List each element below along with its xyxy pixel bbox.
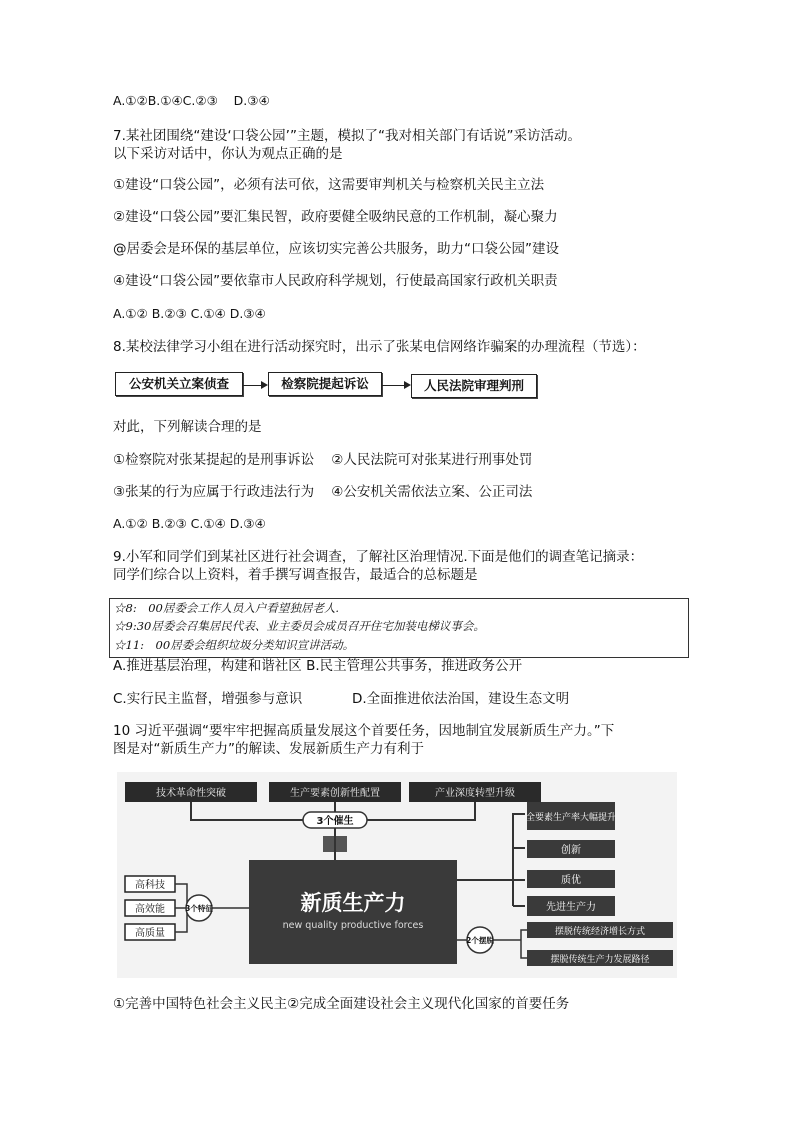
bottom-badge-label: 2个摆脱 xyxy=(466,936,494,945)
right-box-1-label: 全要素生产率大幅提升 xyxy=(525,813,617,823)
q7-options: A.①② B.②③ C.①④ D.③④ xyxy=(113,306,266,321)
top-box-3-label: 产业深度转型升级 xyxy=(435,788,515,799)
flow-arrow-2 xyxy=(381,385,409,386)
survey-notes-box xyxy=(109,598,689,658)
survey-note-1: ☆8: 00居委会工作人员入户看望独居老人. xyxy=(114,601,339,615)
q9-stem-line-2: 同学们综合以上资料，着手撰写调查报告，最适合的总标题是 xyxy=(113,567,478,583)
q10-stem-line-2: 图是对“新质生产力”的解读、发展新质生产力有利于 xyxy=(113,741,424,757)
bottom-box-2-label: 摆脱传统生产力发展路径 xyxy=(550,955,650,965)
flow-step-court: 人民法院审理判刑 xyxy=(411,374,537,398)
q10-stem-line-1: 10 习近平强调“要牢牢把握高质量发展这个首要任务，因地制宜发展新质生产力。”下 xyxy=(113,723,615,739)
q8-options: A.①② B.②③ C.①④ D.③④ xyxy=(113,516,266,531)
q7-item-1: ①建设“口袋公园”，必须有法可依，这需要审判机关与检察机关民主立法 xyxy=(113,177,545,193)
left-box-2-label: 高效能 xyxy=(135,904,165,915)
top-box-2-label: 生产要素创新性配置 xyxy=(290,788,380,799)
left-badge-label: 3个特征 xyxy=(185,904,213,913)
survey-note-3: ☆11: 00居委会组织垃圾分类知识宣讲活动。 xyxy=(114,638,355,652)
q8-items-row-2: ③张某的行为应属于行政违法行为 ④公安机关需依法立案、公正司法 xyxy=(113,484,533,500)
left-box-1-label: 高科技 xyxy=(135,880,165,891)
q7-stem-line-2: 以下采访对话中，你认为观点正确的是 xyxy=(113,146,343,162)
center-title: 新质生产力 xyxy=(300,891,406,915)
right-box-2-label: 创新 xyxy=(561,845,581,856)
right-box-3-label: 质优 xyxy=(561,875,581,886)
flow-step-police: 公安机关立案侦查 xyxy=(115,372,243,396)
top-box-1-label: 技术革命性突破 xyxy=(156,788,226,799)
q10-items: ①完善中国特色社会主义民主②完成全面建设社会主义现代化国家的首要任务 xyxy=(113,996,570,1012)
center-label: 3个催生 xyxy=(316,816,354,827)
q7-item-3: @居委会是环保的基层单位，应该切实完善公共服务，助力“口袋公园”建设 xyxy=(113,241,559,257)
q8-sub-stem: 对此，下列解读合理的是 xyxy=(113,419,262,435)
q9-options-ab: A.推进基层治理，构建和谐社区 B.民主管理公共事务，推进政务公开 xyxy=(113,658,523,674)
right-box-4-label: 先进生产力 xyxy=(546,902,596,913)
q7-stem-line-1: 7.某社团围绕“建设‘口袋公园’”主题，模拟了“我对相关部门有话说”采访活动。 xyxy=(113,128,581,144)
q9-stem-line-1: 9.小军和同学们到某社区进行社会调查，了解社区治理情况.下面是他们的调查笔记摘录： xyxy=(113,549,644,565)
bottom-box-1-label: 摆脱传统经济增长方式 xyxy=(554,927,646,937)
center-subtitle: new quality productive forces xyxy=(282,920,424,931)
q7-item-4: ④建设“口袋公园”要依靠市人民政府科学规划，行使最高国家行政机关职责 xyxy=(113,273,558,289)
survey-note-2: ☆9:30居委会召集居民代表、业主委员会成员召开住宅加装电梯议事会。 xyxy=(114,619,485,633)
q8-stem: 8.某校法律学习小组在进行活动探究时，出示了张某电信网络诈骗案的办理流程（节选）： xyxy=(113,339,646,355)
q6-options: A.①②B.①④C.②③ D.③④ xyxy=(113,93,270,108)
new-quality-productive-forces-diagram xyxy=(117,772,677,978)
flow-step-procuratorate: 检察院提起诉讼 xyxy=(268,372,382,396)
q7-item-2: ②建设“口袋公园”要汇集民智，政府要健全吸纳民意的工作机制，凝心聚力 xyxy=(113,209,558,225)
left-box-3-label: 高质量 xyxy=(135,928,165,939)
q9-option-c: C.实行民主监督，增强参与意识 xyxy=(113,691,303,707)
flow-arrow-1 xyxy=(242,385,266,386)
q9-option-d: D.全面推进依法治国，建设生态文明 xyxy=(352,691,570,707)
q8-items-row-1: ①检察院对张某提起的是刑事诉讼 ②人民法院可对张某进行刑事处罚 xyxy=(113,452,533,468)
